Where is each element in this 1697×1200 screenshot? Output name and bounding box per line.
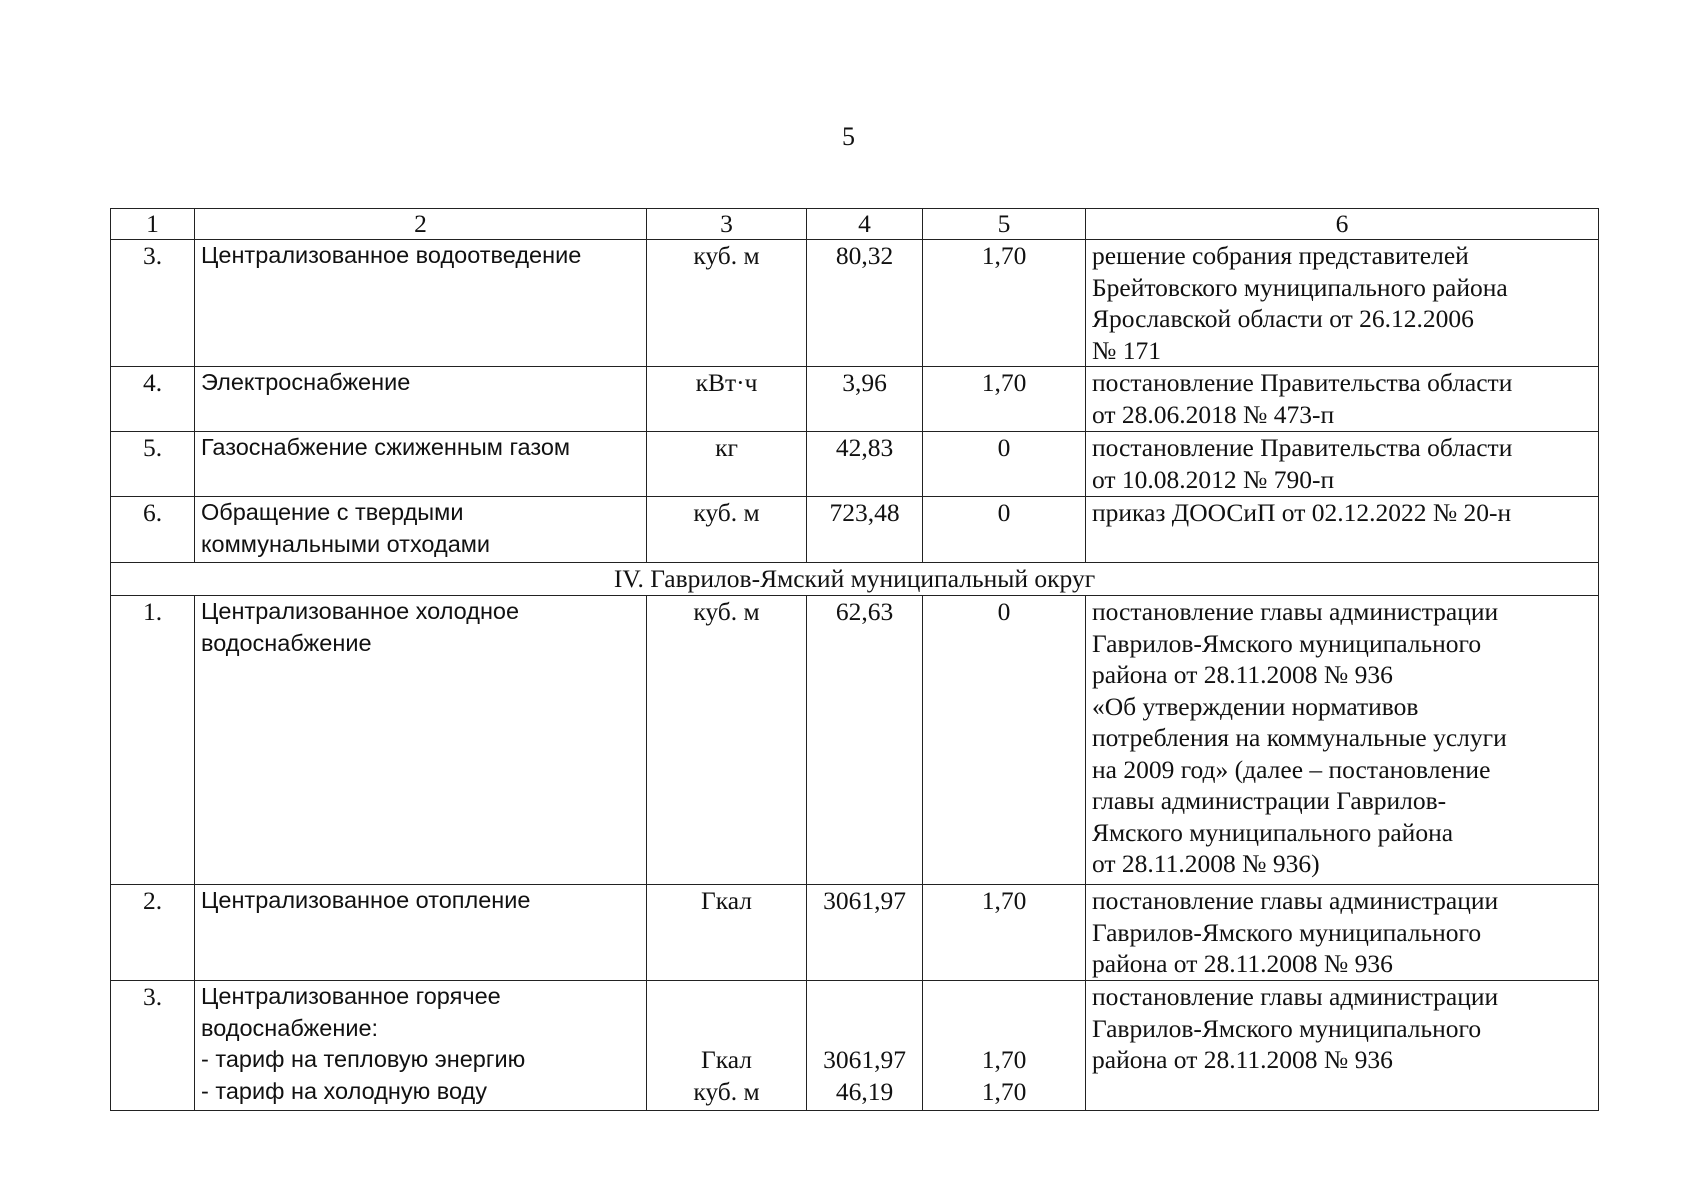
legal-basis-line: «Об утверждении нормативов (1092, 691, 1419, 721)
table-row (111, 497, 1599, 563)
legal-basis-line: постановление главы администрации (1092, 597, 1499, 626)
legal-basis-line: района от 28.11.2008 № 936 (1092, 1045, 1393, 1074)
service-name-line: Централизованное холодное (201, 598, 520, 624)
section-title: IV. Гаврилов-Ямский муниципальный округ (111, 563, 1599, 596)
legal-basis (1086, 981, 1599, 1111)
table-row (111, 981, 1599, 1111)
unit (647, 981, 807, 1111)
service-name (195, 596, 647, 885)
legal-basis-line: от 28.06.2018 № 473-п (1092, 399, 1335, 429)
column-number: 4 (807, 209, 923, 240)
unit-line: Гкал (700, 1045, 752, 1074)
table-row (111, 596, 1599, 885)
legal-basis-line: района от 28.11.2008 № 936 (1092, 949, 1393, 978)
service-name: Газоснабжение сжиженным газом (195, 432, 647, 497)
service-name-line: Централизованное горячее (201, 983, 501, 1009)
legal-basis-line: Брейтовского муниципального района (1092, 272, 1508, 302)
legal-basis-line: потребления на коммунальные услуги (1092, 723, 1507, 752)
service-name-line: - тариф на холодную воду (201, 1077, 487, 1104)
norm-value (807, 981, 923, 1111)
column-number: 6 (1086, 209, 1599, 240)
legal-basis-line: от 28.11.2008 № 936) (1092, 849, 1320, 878)
legal-basis-line: Гаврилов-Ямского муниципального (1092, 628, 1482, 658)
legal-basis-line: постановление главы администрации (1092, 886, 1499, 915)
coefficient: 1,70 (923, 240, 1086, 367)
legal-basis-line: на 2009 год» (далее – постановление (1092, 754, 1491, 784)
norm-value: 3,96 (807, 367, 923, 432)
norm-value: 80,32 (807, 240, 923, 367)
unit: куб. м (647, 596, 807, 885)
coefficient-line: 1,70 (981, 1076, 1027, 1106)
row-number: 3. (111, 981, 195, 1111)
norm-value: 3061,97 (807, 885, 923, 981)
coefficient (923, 981, 1086, 1111)
legal-basis-line: Гаврилов-Ямского муниципального (1092, 917, 1482, 947)
unit: куб. м (647, 240, 807, 367)
row-number: 5. (111, 432, 195, 497)
coefficient: 0 (923, 497, 1086, 563)
column-number: 2 (195, 209, 647, 240)
service-name (195, 497, 647, 563)
unit: Гкал (647, 885, 807, 981)
coefficient: 0 (923, 596, 1086, 885)
row-number: 3. (111, 240, 195, 367)
legal-basis-line: района от 28.11.2008 № 936 (1092, 660, 1393, 689)
coefficient-line: 1,70 (981, 1045, 1027, 1074)
column-number: 1 (111, 209, 195, 240)
legal-basis-line: постановление Правительства области (1092, 368, 1513, 397)
legal-basis-line: Гаврилов-Ямского муниципального (1092, 1013, 1482, 1043)
legal-basis (1086, 432, 1599, 497)
section-heading-row (111, 563, 1599, 596)
service-name-line: водоснабжение (201, 629, 372, 656)
table-row (111, 432, 1599, 497)
norm-value-line: 3061,97 (823, 1045, 906, 1074)
column-number: 5 (923, 209, 1086, 240)
row-number: 6. (111, 497, 195, 563)
unit-line: куб. м (693, 1076, 760, 1106)
legal-basis-line: Ямского муниципального района (1092, 817, 1454, 847)
norm-value-line: 46,19 (835, 1076, 894, 1106)
row-number: 4. (111, 367, 195, 432)
legal-basis-line: приказ ДООСиП от 02.12.2022 № 20-н (1092, 498, 1512, 527)
row-number: 2. (111, 885, 195, 981)
legal-basis-line: постановление Правительства области (1092, 433, 1513, 462)
coefficient: 0 (923, 432, 1086, 497)
norm-value: 723,48 (807, 497, 923, 563)
service-name-line: коммунальными отходами (201, 530, 491, 557)
table-row (111, 367, 1599, 432)
legal-basis-line: постановление главы администрации (1092, 982, 1499, 1011)
service-name: Централизованное водоотведение (195, 240, 647, 367)
legal-basis (1086, 497, 1599, 563)
unit: кВт·ч (647, 367, 807, 432)
legal-basis-line: решение собрания представителей (1092, 241, 1469, 270)
legal-basis-line: от 10.08.2012 № 790-п (1092, 464, 1335, 494)
column-number-row (111, 209, 1599, 240)
norm-value: 42,83 (807, 432, 923, 497)
column-number: 3 (647, 209, 807, 240)
legal-basis (1086, 367, 1599, 432)
unit: куб. м (647, 497, 807, 563)
legal-basis-line: № 171 (1092, 335, 1161, 365)
service-name-line: Обращение с твердыми (201, 499, 464, 525)
legal-basis (1086, 596, 1599, 885)
service-name-line: водоснабжение: (201, 1014, 379, 1041)
service-name (195, 981, 647, 1111)
table-row (111, 885, 1599, 981)
legal-basis (1086, 240, 1599, 367)
page-number: 5 (842, 122, 855, 151)
legal-basis-line: главы администрации Гаврилов- (1092, 786, 1447, 815)
service-name-line: - тариф на тепловую энергию (201, 1046, 526, 1072)
legal-basis-line: Ярославской области от 26.12.2006 (1092, 304, 1474, 333)
row-number: 1. (111, 596, 195, 885)
norm-value: 62,63 (807, 596, 923, 885)
table-row (111, 240, 1599, 367)
legal-basis (1086, 885, 1599, 981)
service-name: Электроснабжение (195, 367, 647, 432)
unit: кг (647, 432, 807, 497)
coefficient: 1,70 (923, 367, 1086, 432)
tariff-table (110, 208, 1599, 1111)
coefficient: 1,70 (923, 885, 1086, 981)
service-name: Централизованное отопление (195, 885, 647, 981)
